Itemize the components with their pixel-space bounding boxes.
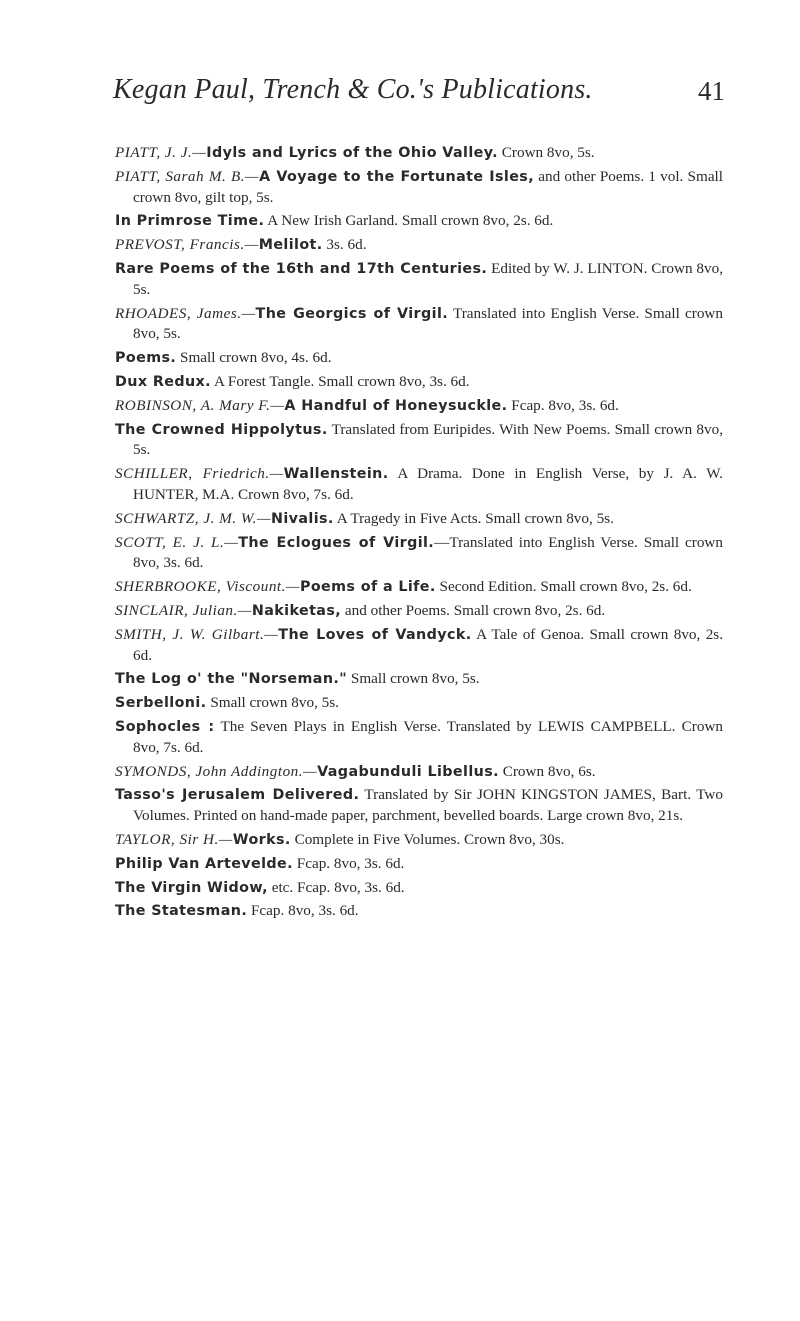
page-number: 41 xyxy=(698,76,725,106)
entry-details: A Forest Tangle. Small crown 8vo, 3s. 6d. xyxy=(211,372,470,390)
entry-details: Edited by W. J. LINTON. Crown 8vo, 5s. xyxy=(133,259,723,298)
entry-details: The Seven Plays in English Verse. Translated by LEWIS CAMPBELL. Crown 8vo, 7s. 6d. xyxy=(133,717,724,756)
catalogue-entry xyxy=(115,420,723,462)
catalogue-entry xyxy=(115,717,723,759)
catalogue-entry xyxy=(115,901,723,922)
entry-title: The Log o' the "Norseman." xyxy=(115,671,348,688)
entry-details: Translated by Sir JOHN KINGSTON JAMES, Bart. Two Volumes. Printed on hand-made paper, parchment, bevelled boards. Large crown 8vo, 21s. xyxy=(133,786,723,825)
entry-details: A Drama. Done in English Verse, by J. A. W. HUNTER, M.A. Crown 8vo, 7s. 6d. xyxy=(133,465,723,503)
entry-author: SCHWARTZ, J. M. W.— xyxy=(115,509,271,527)
entry-title: Wallenstein. xyxy=(283,466,389,483)
entry-title: Philip Van Artevelde. xyxy=(115,855,293,872)
entry-title: Idyls and Lyrics of the Ohio Valley. xyxy=(206,145,498,161)
entry-title: Melilot. xyxy=(258,237,323,254)
entry-details: Fcap. 8vo, 3s. 6d. xyxy=(292,854,405,872)
entry-author: SYMONDS, John Addington.— xyxy=(115,762,318,780)
catalogue-entry xyxy=(115,830,723,851)
entry-details: 3s. 6d. xyxy=(322,236,367,254)
entry-details: Small crown 8vo, 4s. 6d. xyxy=(176,349,332,367)
entry-details: Translated from Euripides. With New Poems. Small crown 8vo, 5s. xyxy=(133,420,724,459)
entry-author: SHERBROOKE, Viscount.— xyxy=(115,578,300,596)
entry-title: Rare Poems of the 16th and 17th Centuries. xyxy=(115,260,488,277)
entry-title: Vagabunduli Libellus. xyxy=(317,763,499,780)
entry-title: Poems of a Life. xyxy=(299,579,436,596)
catalogue-entry xyxy=(115,396,723,417)
entry-title: Sophocles : xyxy=(115,718,215,735)
entry-author: SCHILLER, Friedrich.— xyxy=(115,465,284,483)
entry-author: SINCLAIR, Julian.— xyxy=(115,601,252,619)
catalogue-entry xyxy=(115,259,723,301)
entry-title: Dux Redux. xyxy=(115,373,212,390)
entry-details: Second Edition. Small crown 8vo, 2s. 6d. xyxy=(435,578,692,596)
entry-details: Small crown 8vo, 5s. xyxy=(347,670,480,688)
entry-details: and other Poems. Small crown 8vo, 2s. 6d. xyxy=(341,601,606,619)
entry-details: A Tragedy in Five Acts. Small crown 8vo, 5s. xyxy=(333,509,614,527)
entry-details: —Translated into English Verse. Small crown 8vo, 3s. 6d. xyxy=(133,533,723,572)
entry-author: TAYLOR, Sir H.— xyxy=(115,830,233,848)
entry-author: PIATT, J. J.— xyxy=(115,144,207,161)
catalogue-entry xyxy=(115,669,723,690)
catalogue-entry xyxy=(115,533,723,575)
catalogue-entry xyxy=(115,372,723,393)
catalogue-entry xyxy=(115,348,723,369)
entry-details: Crown 8vo, 5s. xyxy=(497,144,595,161)
entry-title: Serbelloni. xyxy=(115,695,207,712)
catalogue-entry xyxy=(115,464,723,506)
entry-details: Translated into English Verse. Small crown 8vo, 5s. xyxy=(133,304,723,343)
catalogue-list xyxy=(115,143,723,925)
entry-title: The Eclogues of Virgil. xyxy=(238,534,435,551)
entry-details: A New Irish Garland. Small crown 8vo, 2s. 6d. xyxy=(264,212,554,230)
catalogue-entry xyxy=(115,601,723,622)
entry-author: PIATT, Sarah M. B.— xyxy=(115,167,260,185)
entry-title: A Voyage to the Fortunate Isles, xyxy=(259,168,535,185)
entry-title: The Virgin Widow, xyxy=(115,879,268,896)
catalogue-entry xyxy=(115,577,723,598)
entry-author: ROBINSON, A. Mary F.— xyxy=(115,396,285,414)
entry-details: Fcap. 8vo, 3s. 6d. xyxy=(247,902,359,920)
entry-title: Works. xyxy=(232,831,291,848)
entry-title: A Handful of Honeysuckle. xyxy=(284,397,508,414)
entry-title: Nakiketas, xyxy=(251,602,342,619)
entry-details: and other Poems. 1 vol. Small crown 8vo, gilt top, 5s. xyxy=(133,167,724,206)
entry-details: Small crown 8vo, 5s. xyxy=(206,694,339,712)
entry-author: SCOTT, E. J. L.— xyxy=(115,533,239,551)
entry-details: Crown 8vo, 6s. xyxy=(498,762,596,780)
entry-title: Tasso's Jerusalem Delivered. xyxy=(115,787,360,804)
catalogue-entry xyxy=(115,509,723,530)
entry-details: etc. Fcap. 8vo, 3s. 6d. xyxy=(267,878,405,896)
entry-title: The Loves of Vandyck. xyxy=(278,626,472,643)
entry-title: The Statesman. xyxy=(115,903,248,920)
entry-title: In Primrose Time. xyxy=(115,213,265,230)
running-head: Kegan Paul, Trench & Co.'s Publications. xyxy=(113,74,593,105)
catalogue-entry xyxy=(115,785,723,827)
page-header xyxy=(113,74,725,108)
entry-title: The Crowned Hippolytus. xyxy=(115,421,328,438)
entry-author: RHOADES, James.— xyxy=(115,304,256,322)
entry-title: Nivalis. xyxy=(270,510,334,527)
catalogue-entry xyxy=(115,167,723,209)
entry-details: A Tale of Genoa. Small crown 8vo, 2s. 6d. xyxy=(133,625,723,664)
entry-author: PREVOST, Francis.— xyxy=(115,236,259,254)
catalogue-entry xyxy=(115,304,723,346)
catalogue-entry xyxy=(115,211,723,232)
catalogue-entry xyxy=(115,854,723,875)
catalogue-entry xyxy=(115,235,723,256)
entry-details: Fcap. 8vo, 3s. 6d. xyxy=(507,396,619,414)
catalogue-entry xyxy=(115,143,723,164)
catalogue-entry xyxy=(115,878,723,899)
catalogue-entry xyxy=(115,625,723,667)
entry-details: Complete in Five Volumes. Crown 8vo, 30s. xyxy=(290,830,565,848)
catalogue-entry xyxy=(115,762,723,783)
entry-author: SMITH, J. W. Gilbart.— xyxy=(115,625,279,643)
entry-title: The Georgics of Virgil. xyxy=(255,305,449,322)
catalogue-entry xyxy=(115,693,723,714)
entry-title: Poems. xyxy=(115,350,177,367)
